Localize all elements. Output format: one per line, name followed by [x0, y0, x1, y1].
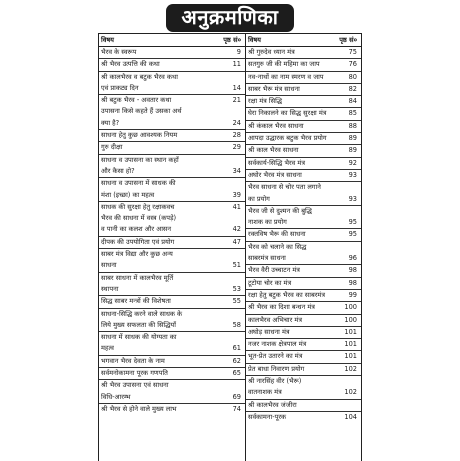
entry-page-number: 88 [348, 121, 357, 130]
entry-topic: साधना व उपासना में साधक की [101, 179, 176, 188]
entry-page-number: 29 [232, 143, 241, 152]
toc-entry [246, 327, 361, 339]
entry-page-number: 102 [344, 364, 357, 373]
toc-entry [246, 364, 361, 376]
entry-topic: दीपक की उपयोगिता एवं प्रयोग [101, 237, 175, 246]
entry-topic: साबर साधना में कालभैरव मूर्ति [101, 273, 174, 282]
toc-entry [99, 83, 245, 95]
entry-page-number: 61 [232, 344, 241, 353]
entry-topic: नव-नाथों का नाम स्मरण व जाप [248, 72, 324, 81]
toc-entry [99, 130, 245, 142]
entry-page-number: 96 [348, 254, 357, 263]
entry-page-number: 9 [236, 48, 241, 56]
toc-entry [99, 260, 245, 272]
toc-entry [246, 96, 361, 108]
entry-page-number: 95 [348, 218, 357, 227]
entry-topic: रक्तविष भैरू की साधना [248, 230, 306, 239]
entry-topic: भैरव वैरी उच्चाटन मंत्र [248, 266, 300, 275]
toc-entry [246, 253, 361, 265]
entry-topic: आपदा उद्धारक बटुक भैरव प्रयोग [248, 134, 327, 143]
entry-page-number: 101 [344, 327, 357, 336]
entry-page-number: 102 [344, 388, 357, 397]
entry-topic: सर्वकामना-पूरक [248, 412, 287, 421]
entry-topic: महत्व [101, 344, 114, 353]
toc-entry [99, 142, 245, 154]
right-page-header: पृष्ठ सं० [339, 36, 357, 44]
entry-topic: कालभैरव अभिचार मंत्र [248, 315, 302, 324]
entry-page-number: 74 [232, 404, 241, 413]
entry-page-number: 55 [232, 297, 241, 306]
entry-topic: श्री कंकाल भैरव साधना [248, 121, 304, 130]
entry-page-number: 93 [348, 194, 357, 203]
entry-topic: प्रेत बाधा निवारण प्रयोग [248, 364, 305, 373]
toc-entry [246, 206, 361, 217]
toc-entry [246, 265, 361, 277]
toc-entry [99, 155, 245, 166]
entry-topic: घेरा निकालने का सिद्ध सुरक्षा मंत्र [248, 109, 327, 118]
toc-entry [246, 242, 361, 253]
entry-page-number: 82 [348, 84, 357, 93]
entry-topic: भैरव को चलाने का सिद्ध [248, 242, 307, 251]
entry-topic: श्री भैरव से होने वाले मुख्य लाभ [101, 404, 177, 413]
entry-page-number: 11 [232, 60, 241, 69]
entry-topic: साधना [101, 261, 117, 270]
toc-entry [246, 47, 361, 59]
toc-entry [246, 133, 361, 145]
toc-entry [246, 145, 361, 157]
entry-topic: नाशक का प्रयोग [248, 218, 287, 227]
toc-entry [246, 170, 361, 182]
toc-entry [246, 290, 361, 302]
toc-entry [246, 278, 361, 290]
entry-topic: अघोर भैरव मंत्र साधना [248, 170, 302, 179]
toc-entry [99, 59, 245, 71]
entry-page-number: 69 [232, 392, 241, 401]
entry-page-number: 47 [232, 237, 241, 246]
toc-entry [246, 351, 361, 363]
right-column [246, 34, 361, 461]
entry-topic: श्री भैरव का दिशा बन्धन मंत्र [248, 303, 315, 312]
entry-page-number: 100 [344, 303, 357, 312]
entry-page-number: 99 [348, 290, 357, 299]
entry-topic: साधना-सिद्धि करने वाले साधक के [101, 309, 183, 318]
entry-topic: स्थापना [101, 284, 119, 293]
entry-page-number: 34 [232, 166, 241, 175]
right-header-row [246, 34, 361, 47]
entry-page-number: 92 [348, 158, 357, 167]
entry-page-number: 98 [348, 266, 357, 275]
entry-page-number: 98 [348, 278, 357, 287]
toc-entry [99, 213, 245, 224]
left-header-row [99, 34, 245, 47]
entry-topic: साबर भैरू मंत्र साधना [248, 84, 300, 93]
entry-page-number: 85 [348, 109, 357, 118]
table-of-contents [98, 33, 362, 461]
toc-entry [246, 158, 361, 170]
entry-page-number: 65 [232, 369, 241, 378]
title-banner [0, 3, 460, 33]
entry-topic: भैरव के स्वरूप [101, 48, 137, 56]
toc-entry [246, 108, 361, 120]
left-column [99, 34, 246, 461]
entry-topic: सतगुरु जी की महिमा का जाप [248, 60, 320, 69]
toc-entry [99, 368, 245, 380]
entry-topic: वातनाशक मंत्र [248, 388, 282, 397]
entry-topic: क्या है? [101, 118, 120, 127]
entry-page-number: 95 [348, 230, 357, 239]
toc-entry [246, 182, 361, 193]
entry-topic: साधक की सुरक्षा हेतु रक्षाकवच [101, 202, 175, 211]
entry-topic: सर्वकार्य-सिद्धि भैरव मंत्र [248, 158, 306, 167]
toc-entry [246, 387, 361, 399]
toc-entry [246, 376, 361, 387]
toc-entry [246, 59, 361, 71]
entry-topic: उपासना किसे कहते हैं उसका अर्थ [101, 107, 182, 116]
toc-entry [246, 412, 361, 423]
entry-topic: टूटोया चोर का मंत्र [248, 278, 292, 287]
toc-entry [99, 332, 245, 343]
entry-topic: श्री कालभैरव व बटुक भैरव कथा [101, 72, 178, 81]
toc-entry [99, 118, 245, 130]
entry-page-number: 14 [232, 83, 241, 92]
toc-entry [99, 72, 245, 83]
toc-entry [99, 404, 245, 415]
entry-topic: रक्षा मंत्र सिद्धि [248, 97, 283, 106]
entry-topic: सिद्ध साबर मन्त्रों की विशेषता [101, 297, 171, 306]
entry-page-number: 28 [232, 131, 241, 140]
entry-topic: नजर नाशक क्षेत्रपाल मंत्र [248, 340, 307, 349]
toc-entry [99, 166, 245, 178]
entry-topic: भैरव जी से दुश्मन की बुद्धि [248, 206, 312, 215]
entry-page-number: 101 [344, 340, 357, 349]
entry-topic: श्री कालभैरव जंजीरा [248, 400, 297, 409]
right-topic-header: विषय [248, 36, 262, 44]
toc-entry [99, 343, 245, 355]
entry-topic: एवं प्राकट्य दिन [101, 83, 139, 92]
entry-topic: साबर मंत्र विद्या और कुछ अन्य [101, 250, 173, 259]
entry-page-number: 93 [348, 170, 357, 179]
toc-entry [99, 249, 245, 260]
entry-topic: श्री नारसिंह वीर (भैरू) [248, 377, 302, 386]
page-title: अनुक्रमणिका [166, 4, 295, 32]
entry-page-number: 21 [232, 96, 241, 105]
toc-entry [99, 284, 245, 296]
entry-topic: श्री भैरव उपासना एवं साधना [101, 381, 169, 390]
entry-topic: श्री काल भैरव साधना [248, 146, 299, 155]
entry-page-number: 41 [232, 202, 241, 211]
entry-topic: श्री गुरुदेव ध्यान मंत्र [248, 48, 295, 56]
entry-topic: व पानी का कलश और आसन [101, 225, 172, 234]
entry-topic: श्री बटुक भैरव - अवतार कथा [101, 96, 172, 105]
entry-page-number: 84 [348, 97, 357, 106]
left-topic-header: विषय [101, 36, 115, 44]
toc-entry [246, 400, 361, 412]
toc-entry [99, 237, 245, 249]
entry-topic: मंशा (इच्छा) का महत्व [101, 190, 155, 199]
toc-entry [99, 95, 245, 106]
toc-entry [246, 121, 361, 133]
toc-entry [246, 229, 361, 241]
toc-entry [99, 190, 245, 202]
entry-page-number: 104 [344, 412, 357, 421]
toc-entry [246, 315, 361, 327]
entry-topic: भैरव की साधना में वस्त्र (कपड़े) [101, 214, 177, 223]
entry-topic: और कैसा हो? [101, 166, 135, 175]
entry-page-number: 89 [348, 134, 357, 143]
entry-page-number: 80 [348, 72, 357, 81]
toc-entry [99, 273, 245, 284]
entry-topic: भगवान भैरव देवता के नाम [101, 356, 165, 365]
entry-topic: लिये मुख्य सफलता की सिद्धियाँ [101, 320, 176, 329]
entry-page-number: 62 [232, 356, 241, 365]
entry-topic: अघोड़ साधना मंत्र [248, 327, 290, 336]
entry-page-number: 51 [232, 261, 241, 270]
entry-topic: साधना हेतु कुछ आवश्यक नियम [101, 131, 178, 140]
entry-page-number: 58 [232, 320, 241, 329]
entry-topic: साधना व उपासना का स्थान कहाँ [101, 155, 179, 164]
toc-entry [99, 320, 245, 332]
toc-entry [99, 47, 245, 59]
toc-entry [99, 309, 245, 320]
entry-topic: विधि-आरम्भ [101, 392, 131, 401]
toc-entry [99, 106, 245, 117]
toc-entry [99, 296, 245, 308]
entry-page-number: 101 [344, 352, 357, 361]
entry-topic: गुरु दीक्षा [101, 143, 123, 152]
entry-page-number: 39 [232, 190, 241, 199]
toc-entry [99, 380, 245, 391]
toc-entry [99, 356, 245, 368]
entry-page-number: 76 [348, 60, 357, 69]
entry-topic: भैरव साधना से चोर पता लगाने [248, 183, 321, 192]
entry-page-number: 100 [344, 315, 357, 324]
toc-entry [99, 178, 245, 189]
left-page-header: पृष्ठ सं० [223, 36, 241, 44]
entry-topic: भूत-प्रेत उतारने का मंत्र [248, 352, 303, 361]
entry-topic: का प्रयोग [248, 194, 270, 203]
entry-topic: साधना में साधक की योग्यता का [101, 333, 177, 342]
toc-entry [99, 202, 245, 213]
entry-page-number: 53 [232, 284, 241, 293]
toc-entry [246, 339, 361, 351]
entry-page-number: 75 [348, 48, 357, 56]
toc-entry [246, 84, 361, 96]
entry-page-number: 89 [348, 146, 357, 155]
toc-entry [99, 224, 245, 236]
entry-page-number: 24 [232, 118, 241, 127]
entry-topic: साबरमंत्र साधना [248, 254, 286, 263]
entry-topic: सर्वमनोकामना पूरक गणपति [101, 369, 168, 378]
toc-entry [99, 392, 245, 404]
toc-entry [246, 194, 361, 206]
toc-entry [246, 302, 361, 314]
toc-entry [246, 217, 361, 229]
toc-entry [246, 72, 361, 84]
entry-page-number: 42 [232, 225, 241, 234]
entry-topic: रक्षा हेतु बटुक भैरव का साबरमंत्र [248, 290, 326, 299]
entry-topic: श्री भैरव उत्पत्ति की कथा [101, 60, 160, 69]
